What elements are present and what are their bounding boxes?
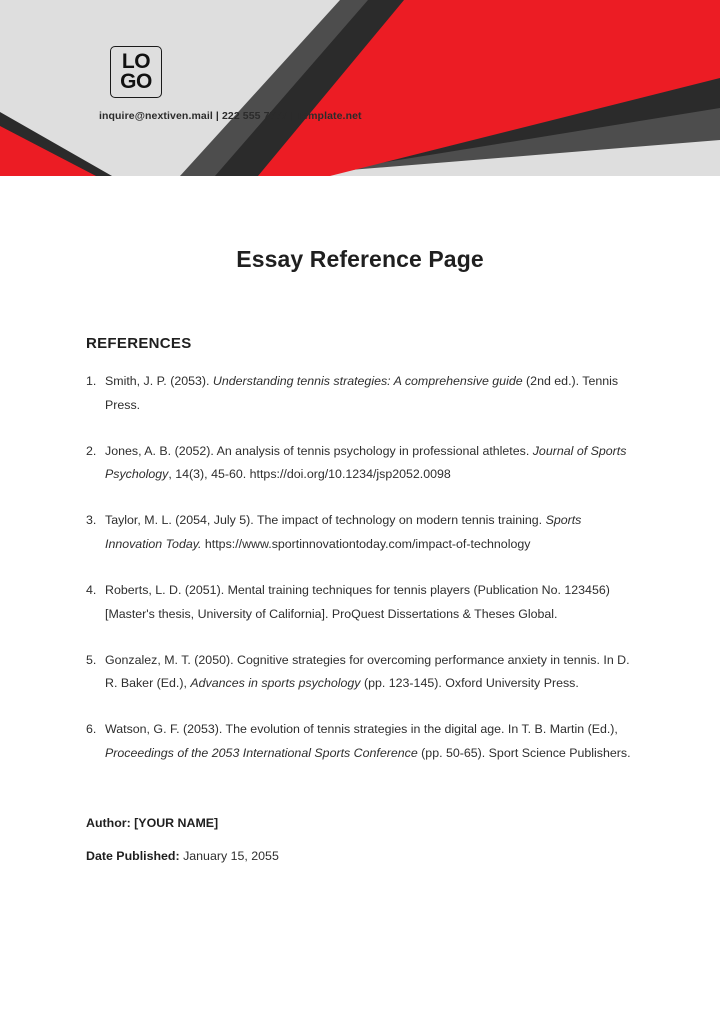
references-list <box>86 370 634 766</box>
logo-text-top: LO <box>121 49 151 73</box>
reference-number: 4. <box>86 582 97 597</box>
reference-text <box>105 440 634 488</box>
reference-number: 2. <box>86 443 97 458</box>
header-brand-block <box>0 0 720 176</box>
reference-text-run: (pp. 50-65). Sport Science Publishers. <box>417 745 631 760</box>
reference-text-run: https://www.sportinnovationtoday.com/impact-of-technology <box>201 537 531 552</box>
document-meta-block <box>86 812 634 869</box>
page-header-banner <box>0 0 720 176</box>
header-contact-line: inquire@nextiven.mail | 222 555 7777 | Template.net <box>99 110 362 122</box>
reference-text <box>105 370 634 418</box>
meta-label: Date Published: <box>86 849 180 864</box>
reference-text-run: Gonzalez, M. T. (2050). Cognitive strategies for overcoming performance anxiety in tennis. In D. R. Baker (Ed.), <box>105 652 630 691</box>
reference-text-run: Jones, A. B. (2052). An analysis of tennis psychology in professional athletes. <box>105 443 533 458</box>
reference-title-italic: Proceedings of the 2053 International Sports Conference <box>105 745 418 760</box>
reference-text <box>105 509 634 557</box>
reference-item <box>86 718 634 766</box>
reference-text <box>105 649 634 697</box>
reference-text-run: (2nd ed.). Tennis Press. <box>105 374 619 412</box>
reference-text-run: Smith, J. P. (2053). <box>105 374 213 388</box>
reference-text <box>105 579 634 627</box>
meta-label: Author: <box>86 815 131 830</box>
logo-text-bottom: GO <box>120 70 152 93</box>
meta-row <box>86 812 634 836</box>
reference-item <box>86 579 634 627</box>
meta-value: January 15, 2055 <box>179 849 279 864</box>
meta-row <box>86 845 634 869</box>
reference-text-run: Watson, G. F. (2053). The evolution of tennis strategies in the digital age. In T. B. Martin (Ed.), <box>105 722 618 737</box>
reference-text-run: Roberts, L. D. (2051). Mental training techniques for tennis players (Publication No. 123456) [Master's thesis, University of California]. ProQuest Dissertations & Theses Global. <box>105 582 610 621</box>
reference-title-italic: Advances in sports psychology <box>190 676 361 691</box>
reference-text <box>105 718 634 766</box>
reference-item <box>86 509 634 557</box>
reference-number: 6. <box>86 722 97 737</box>
document-body <box>0 176 720 869</box>
reference-text-run: , 14(3), 45-60. https://doi.org/10.1234/jsp2052.0098 <box>168 467 451 482</box>
reference-number: 1. <box>86 374 97 388</box>
logo-placeholder-box[interactable] <box>110 46 162 98</box>
reference-title-italic: Sports Innovation Today. <box>105 513 582 552</box>
reference-title-italic: Understanding tennis strategies: A comprehensive guide <box>212 374 523 388</box>
reference-title-italic: Journal of Sports Psychology <box>105 443 627 482</box>
reference-number: 3. <box>86 513 97 528</box>
reference-text-run: (pp. 123-145). Oxford University Press. <box>360 676 579 691</box>
reference-text-run: Taylor, M. L. (2054, July 5). The impact of technology on modern tennis training. <box>105 513 546 528</box>
meta-value: [YOUR NAME] <box>130 815 219 830</box>
reference-item <box>86 440 634 488</box>
section-heading-references: REFERENCES <box>86 335 192 352</box>
reference-item <box>86 370 634 418</box>
reference-item <box>86 649 634 697</box>
reference-number: 5. <box>86 652 97 667</box>
page-title: Essay Reference Page <box>236 246 484 272</box>
